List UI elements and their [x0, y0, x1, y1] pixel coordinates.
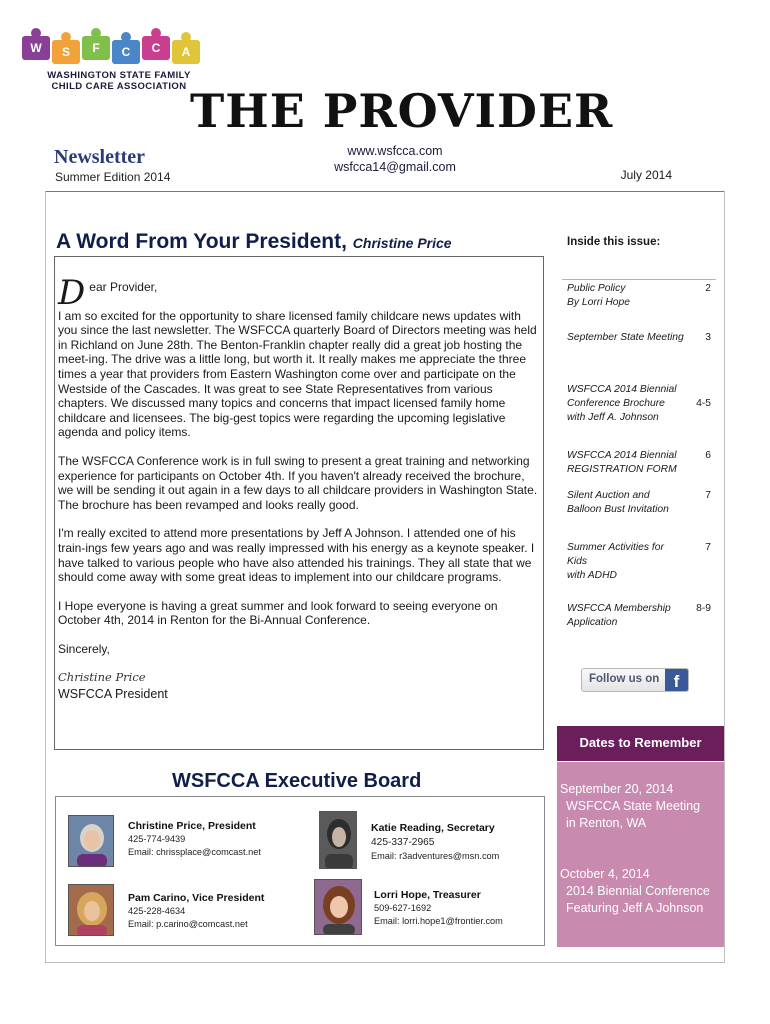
- puzzle-knob: [181, 32, 191, 42]
- newsletter-title: THE PROVIDER: [190, 84, 614, 138]
- toc-item[interactable]: Silent Auction and Balloon Bust Invitation7: [567, 490, 711, 515]
- puzzle-knob: [91, 28, 101, 38]
- member-photo: [68, 815, 114, 867]
- facebook-icon: f: [665, 669, 688, 691]
- issue-date: July 2014: [620, 168, 672, 182]
- member-email[interactable]: Email: r3adventures@msn.com: [371, 851, 500, 861]
- logo-letter: A: [181, 45, 191, 59]
- toc-item[interactable]: September State Meeting 3: [567, 332, 711, 343]
- article-paragraph: I am so excited for the opportunity to share licensed family childcare news updates with you since the last newsletter. The WSFCCA quarterly Board of Directors meeting was held in Richland on June 28th. The Benton-Franklin chapter really did a great job hosting the meet-ing. The drive was a little long, but worth it. It really makes me appreciate the three times a year that providers from Eastern Washington come over and participate on the Westside of the Cascades. It was great to see State Representatives from various chapters. We discussed many topics and concerns that impact licensed family home childcare and licensees. The big-gest topics were regarding the upcoming legislative agenda and policy items.: [58, 308, 537, 440]
- article-author: Christine Price: [352, 235, 452, 251]
- logo-letter: W: [30, 41, 42, 55]
- dates-header: Dates to Remember: [557, 726, 724, 761]
- puzzle-knob: [61, 32, 71, 42]
- board-member: [128, 820, 261, 859]
- event-name: 2014 Biennial Conference: [566, 884, 710, 898]
- email-link[interactable]: wsfcca14@gmail.com: [334, 160, 456, 174]
- logo-letter: F: [92, 41, 100, 55]
- edition-label: Summer Edition 2014: [55, 170, 171, 184]
- toc-item[interactable]: Public Policy By Lorri Hope2: [567, 283, 711, 308]
- member-email[interactable]: Email: chrissplace@comcast.net: [128, 847, 261, 857]
- article-paragraph: The WSFCCA Conference work is in full swing to present a great training and networking experience for participants on October 4th. If you haven't already received the brochure, we will be sending it out again in a few days to all childcare providers in Washington State. The brochure has been revamped and looks really good.: [58, 453, 538, 512]
- member-photo: [319, 811, 357, 869]
- signature: Christine Price: [58, 670, 146, 685]
- event-name: WSFCCA State Meeting: [566, 799, 701, 813]
- follow-label: Follow us on: [589, 673, 660, 685]
- member-phone: 425-337-2965: [371, 837, 435, 848]
- website-link[interactable]: www.wsfcca.com: [347, 144, 443, 158]
- board-member: [374, 889, 503, 928]
- article-paragraph: I'm really excited to attend more presentations by Jeff A Johnson. I attended one of his train-ings few years ago and was really impressed with his energy as a keynote speaker. I have talked to various people who have also attended his trainings. They all state that we should come away with some great ideas to implement into our childcare programs.: [58, 526, 535, 585]
- member-name: Katie Reading, Secretary: [371, 822, 495, 834]
- inside-divider: [562, 279, 716, 280]
- member-name: Pam Carino, Vice President: [128, 892, 265, 904]
- puzzle-knob: [151, 28, 161, 38]
- member-name: Christine Price, President: [128, 820, 256, 832]
- event-location: in Renton, WA: [566, 816, 647, 830]
- board-member: [128, 892, 264, 931]
- member-phone: 509-627-1692: [374, 903, 432, 913]
- article-paragraph: I Hope everyone is having a great summer and look forward to seeing everyone on October 4th, 2014 in Renton for the Bi-Annual Conference.: [58, 598, 498, 628]
- member-photo: [68, 884, 114, 936]
- puzzle-knob: [31, 28, 41, 38]
- salutation: ear Provider,: [89, 280, 158, 294]
- org-name: WASHINGTON STATE FAMILY CHILD CARE ASSOCIATION: [47, 70, 191, 92]
- toc-item[interactable]: Summer Activities for Kids with ADHD7: [567, 542, 711, 581]
- logo-letter: C: [151, 41, 161, 55]
- logo-letter: C: [121, 45, 131, 59]
- member-name: Lorri Hope, Treasurer: [374, 889, 481, 901]
- toc-item[interactable]: WSFCCA Membership Application8-9: [567, 603, 711, 628]
- member-photo: [314, 879, 362, 935]
- member-phone: 425-774-9439: [128, 834, 186, 844]
- inside-issue-title: Inside this issue:: [567, 236, 661, 248]
- board-title: WSFCCA Executive Board: [172, 770, 422, 792]
- puzzle-knob: [121, 32, 131, 42]
- event-detail: Featuring Jeff A Johnson: [566, 901, 704, 915]
- event-date: October 4, 2014: [560, 867, 650, 881]
- toc-item[interactable]: WSFCCA 2014 Biennial Conference Brochure with Jeff A. Johnson4-5: [567, 384, 711, 423]
- newsletter-label: Newsletter: [54, 146, 146, 168]
- contact-block: [290, 143, 500, 175]
- member-phone: 425-228-4634: [128, 906, 186, 916]
- article-body: [58, 266, 538, 716]
- dates-list: [557, 762, 724, 947]
- logo-letter: S: [61, 45, 71, 59]
- follow-facebook-button[interactable]: [581, 668, 689, 692]
- member-email[interactable]: Email: p.carino@comcast.net: [128, 919, 248, 929]
- drop-cap: D: [58, 273, 86, 313]
- toc-item[interactable]: WSFCCA 2014 Biennial REGISTRATION FORM6: [567, 450, 711, 475]
- signer-title: WSFCCA President: [58, 687, 168, 702]
- board-member: [371, 822, 499, 863]
- article-title: A Word From Your President, Christine Price: [56, 230, 452, 253]
- event-date: September 20, 2014: [560, 782, 674, 796]
- member-email[interactable]: Email: lorri.hope1@frontier.com: [374, 916, 503, 926]
- closing: Sincerely,: [58, 641, 110, 656]
